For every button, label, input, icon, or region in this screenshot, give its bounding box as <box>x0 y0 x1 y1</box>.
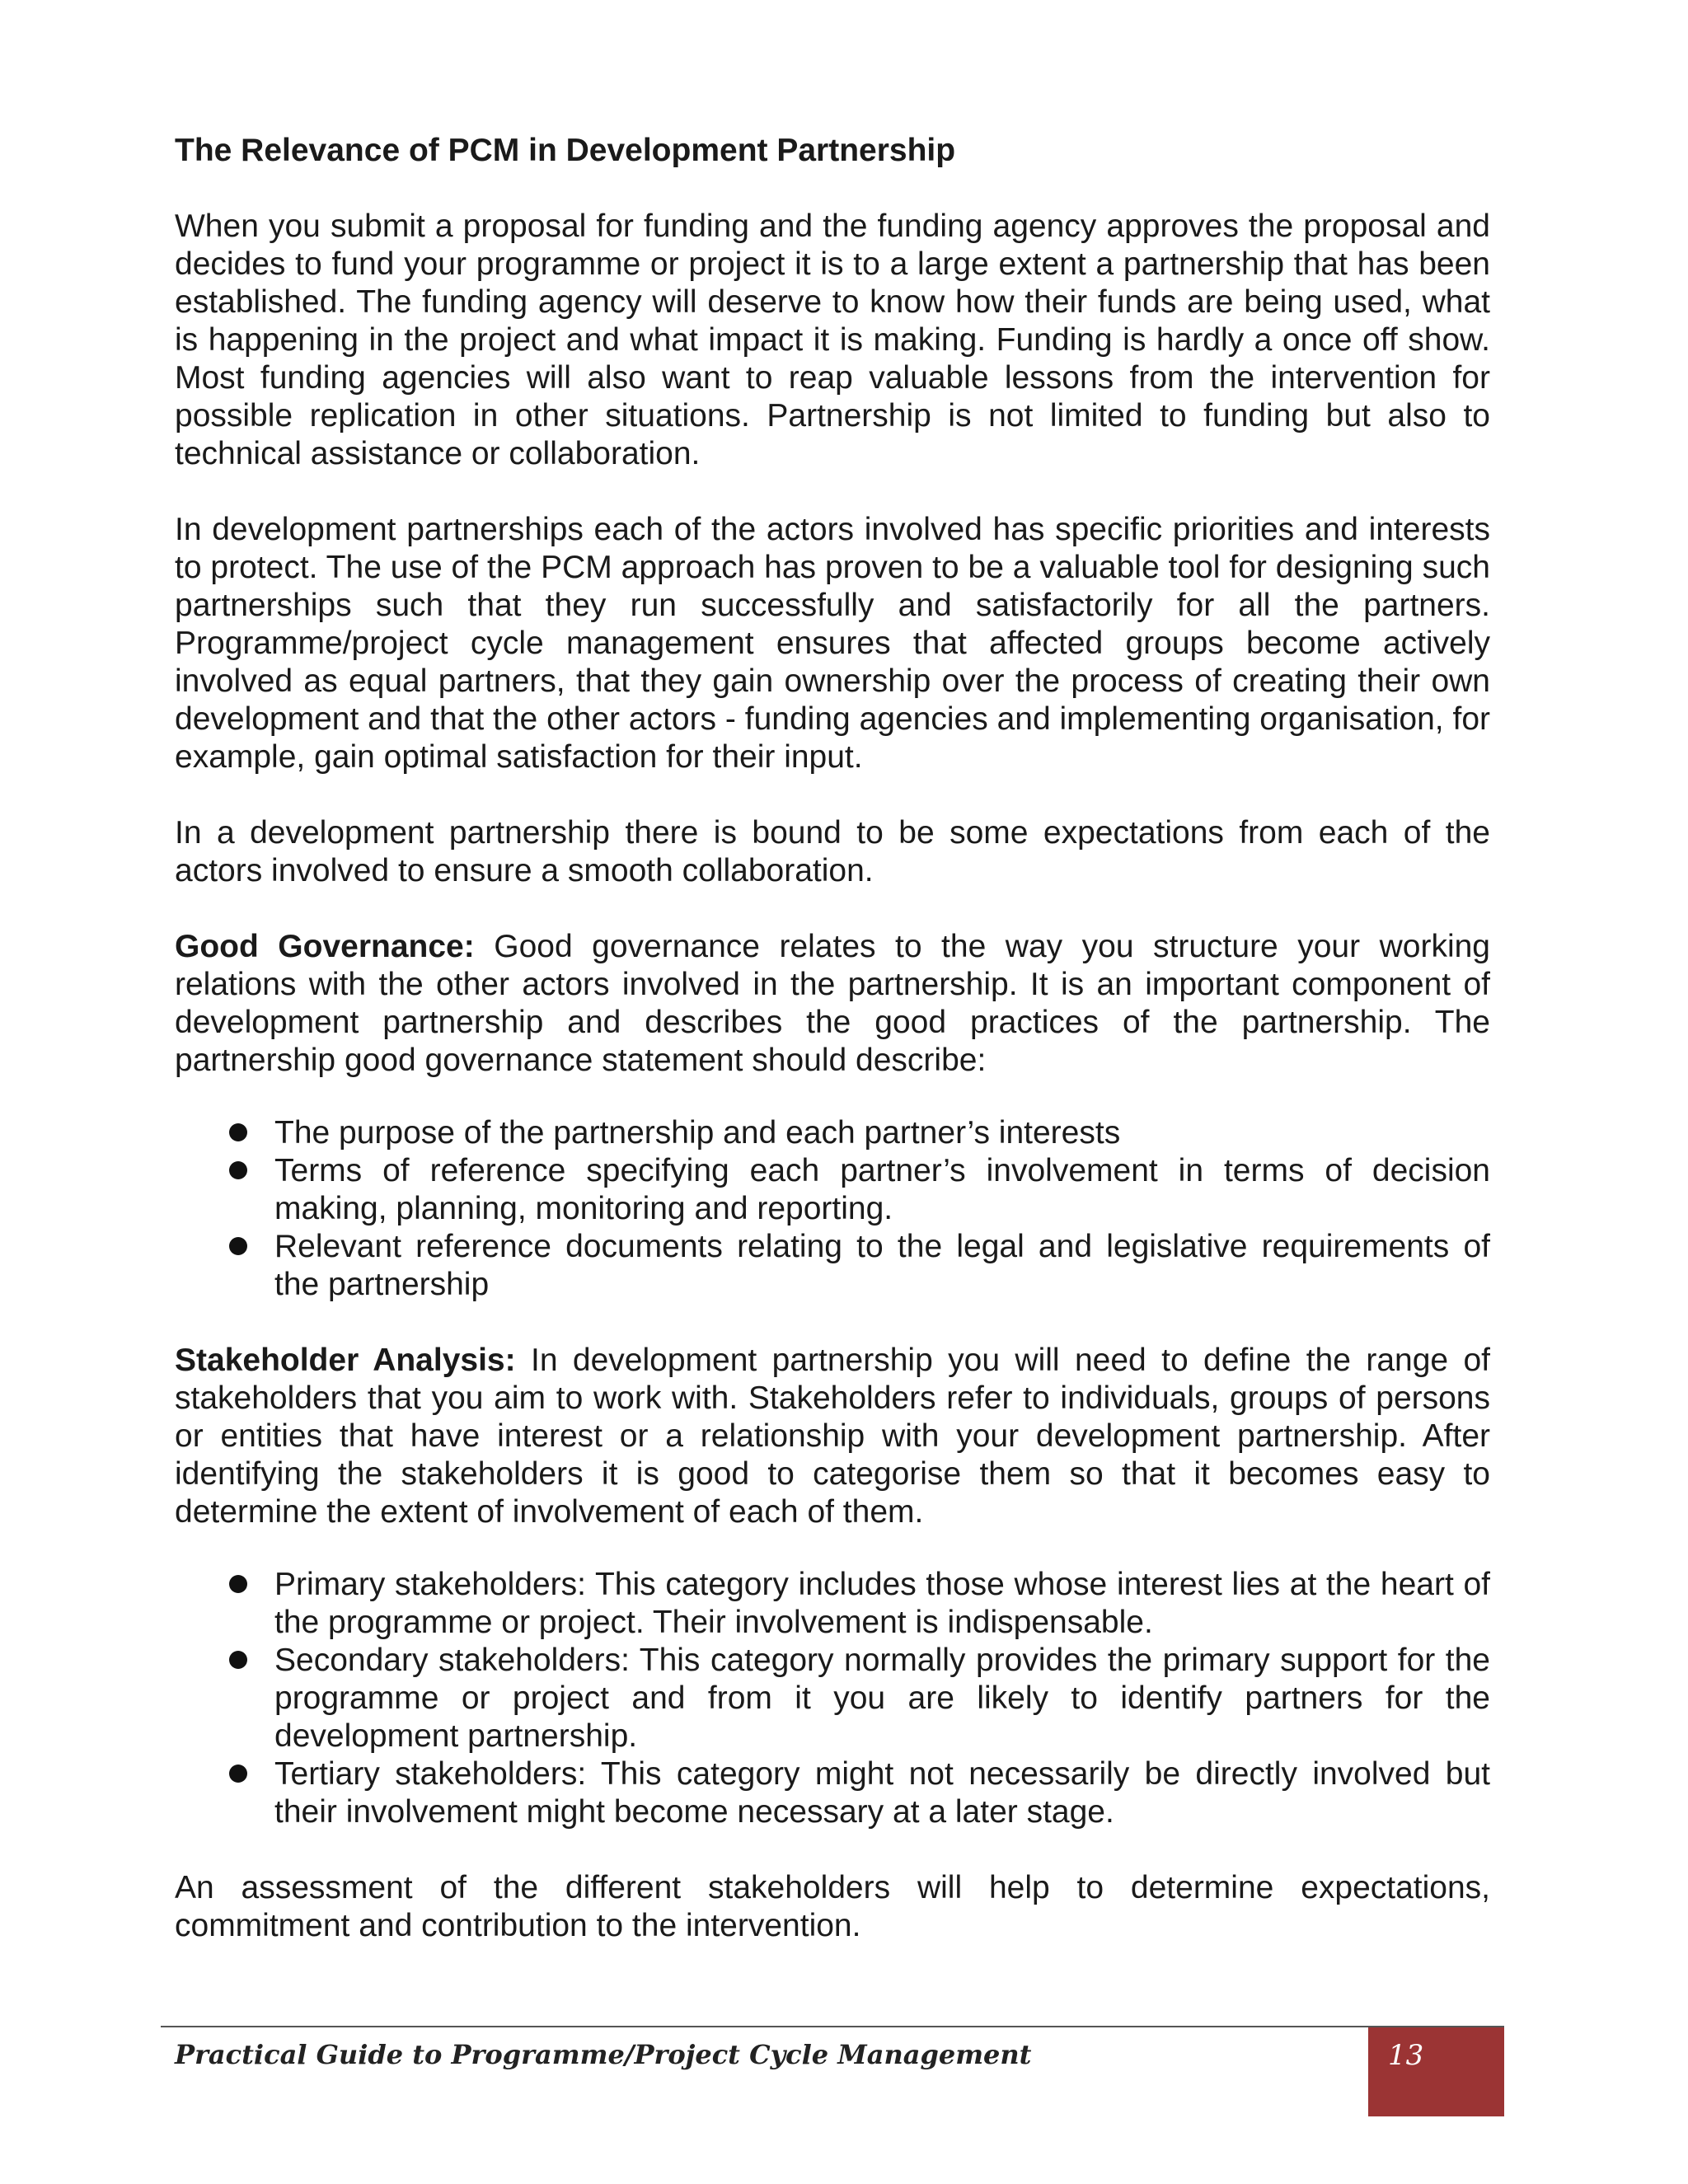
paragraph-funding-partnership: When you submit a proposal for funding and the funding agency approves the proposal and decides to fund your programme or project it is to a large extent a partnership that has been established. The funding agency will deserve to know how their funds are being used, what is happening in the project and what impact it is making. Funding is hardly a once off show. Most funding agencies will also want to reap valuable lessons from the intervention for possible replication in other situations. Partnership is not limited to funding but also to technical assistance or collaboration. <box>175 209 1490 471</box>
list-item: Primary stakeholders: This category includes those whose interest lies at the heart of the programme or project. Their involvement is indispensable. <box>175 1566 1490 1642</box>
list-item: Terms of reference specifying each partner’s involvement in terms of decision making, planning, monitoring and reporting. <box>175 1152 1490 1228</box>
page-number: 13 <box>1388 2039 1424 2072</box>
bullet-icon <box>229 1765 247 1783</box>
stakeholder-bullet-list <box>175 1566 1490 1831</box>
bullet-icon <box>229 1575 247 1593</box>
paragraph-stakeholder-analysis <box>175 1342 1490 1531</box>
good-governance-label: Good Governance: <box>175 929 475 964</box>
stakeholder-analysis-label: Stakeholder Analysis: <box>175 1343 516 1378</box>
paragraph-development-partnerships: In development partnerships each of the actors involved has specific priorities and interests to protect. The use of the PCM approach has proven to be a valuable tool for designing such partnerships such that they run successfully and satisfactorily for all the partners. Programme/project cycle management ensures that affected groups become actively involved as equal partners, that they gain ownership over the process of creating their own development and that the other actors - funding agencies and implementing organisation, for example, gain optimal satisfaction for their input. <box>175 512 1490 775</box>
paragraph-good-governance <box>175 928 1490 1080</box>
footer-divider <box>161 2026 1504 2027</box>
list-item: The purpose of the partnership and each partner’s interests <box>175 1114 1490 1152</box>
footer-title: Practical Guide to Programme/Project Cycle Management <box>175 2039 1032 2070</box>
page-number-box <box>1368 2027 1504 2116</box>
stakeholder-analysis-text: In development partnership you will need to define the range of stakeholders that you aim to work with. Stakeholders refer to individuals, groups of persons or entities that have interest or a relationship with your development partnership. After identifying the stakeholders it is good to categorise them so that it becomes easy to determine the extent of involvement of each of them. <box>175 1343 1490 1530</box>
paragraph-expectations: In a development partnership there is bound to be some expectations from each of the actors involved to ensure a smooth collaboration. <box>175 815 1490 888</box>
section-heading: The Relevance of PCM in Development Partnership <box>175 133 956 168</box>
bullet-icon <box>229 1237 247 1255</box>
bullet-icon <box>229 1161 247 1179</box>
paragraph-closing: An assessment of the different stakeholders will help to determine expectations, commitment and contribution to the intervention. <box>175 1870 1490 1943</box>
page-body <box>175 132 1490 1983</box>
good-governance-text: Good governance relates to the way you structure your working relations with the other actors involved in the partnership. It is an important component of development partnership and describes the good practices of the partnership. The partnership good governance statement should describe: <box>175 929 1491 1078</box>
governance-bullet-list <box>175 1114 1490 1304</box>
list-item: Tertiary stakeholders: This category might not necessarily be directly involved but their involvement might become necessary at a later stage. <box>175 1755 1490 1831</box>
bullet-icon <box>229 1123 247 1141</box>
list-item: Secondary stakeholders: This category normally provides the primary support for the programme or project and from it you are likely to identify partners for the development partnership. <box>175 1642 1490 1755</box>
list-item: Relevant reference documents relating to the legal and legislative requirements of the partnership <box>175 1228 1490 1304</box>
bullet-icon <box>229 1651 247 1669</box>
